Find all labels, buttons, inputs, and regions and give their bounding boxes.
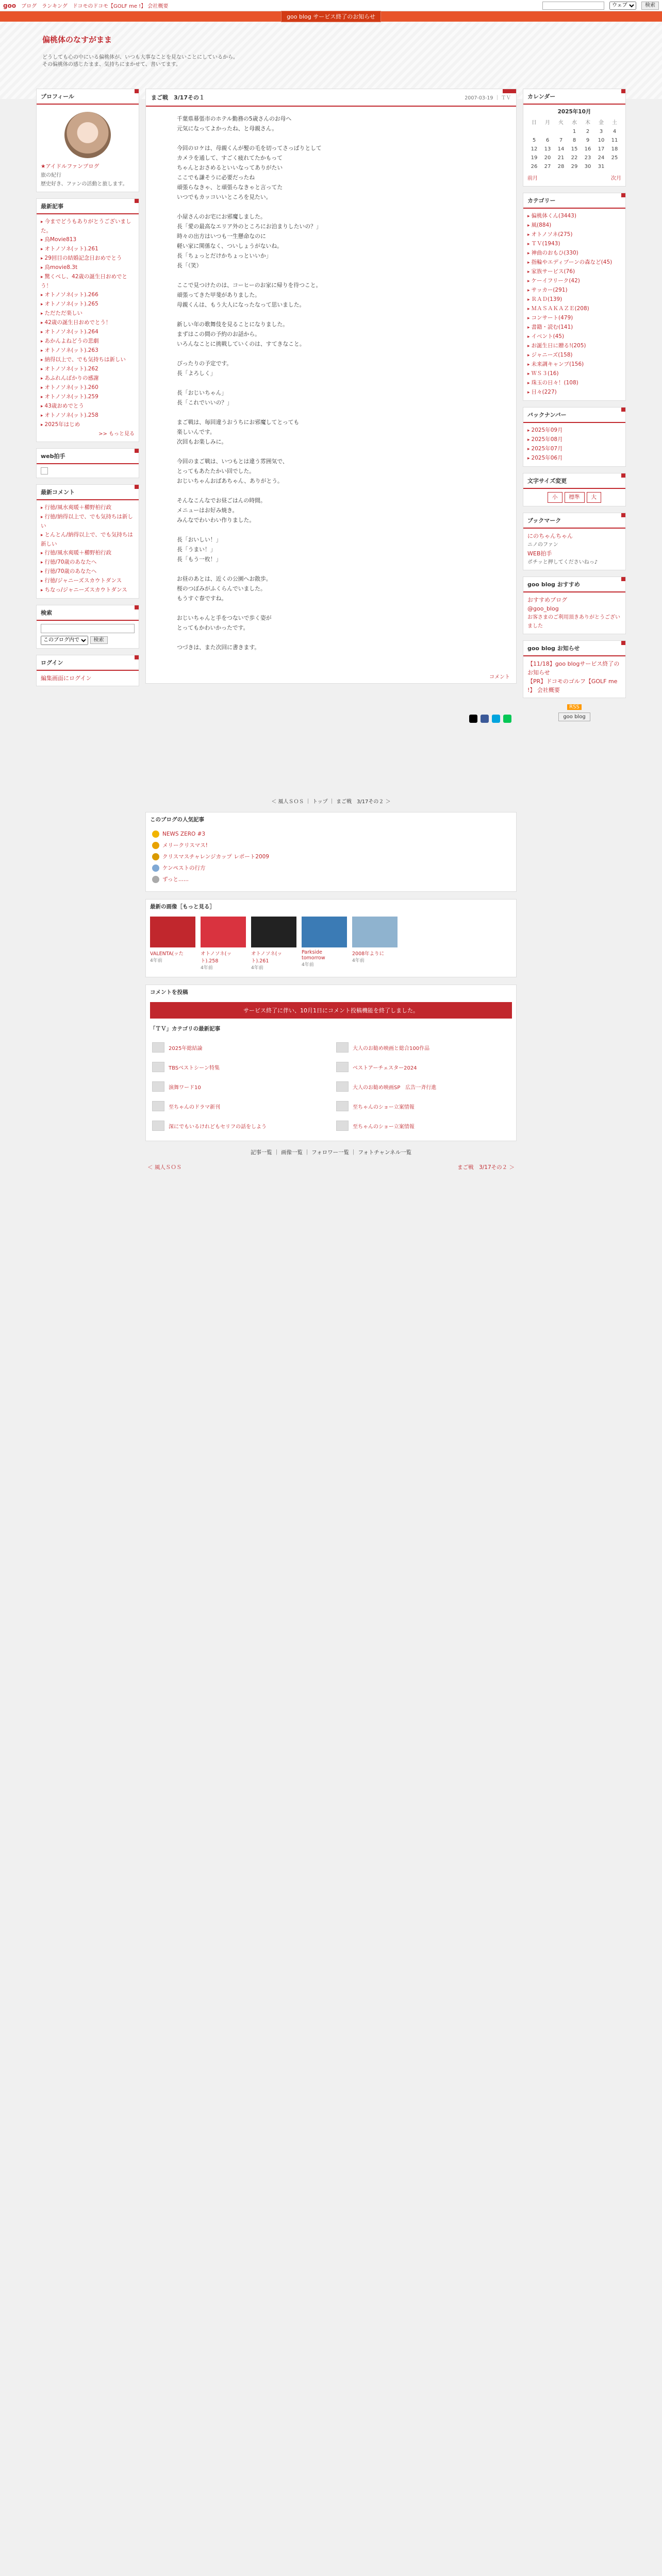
article-thumb-icon <box>336 1042 349 1053</box>
calendar-day <box>608 162 621 171</box>
calendar-day[interactable]: 19 <box>531 155 538 161</box>
category-item[interactable]: ▸ 指輪やエディブーンの森など(45) <box>527 258 621 267</box>
category-item[interactable]: ▸ 偏桃体くん(3443) <box>527 212 621 221</box>
profile-title: プロフィール <box>37 89 139 105</box>
photo-age: 4年前 <box>302 962 314 968</box>
blog-desc-1: どうしても心の中にいる偏桃体が、いつも大事なことを見ないことにしているから。 <box>42 55 238 60</box>
backnumber-item[interactable]: ▸ 2025年06月 <box>527 454 621 463</box>
share-zone <box>145 684 517 745</box>
calendar-day <box>541 127 554 136</box>
article-paragraph: 小屋さんのお宅にお邪魔しました。 長「愛の最高なエリア外のところにお泊まりしたいの？」 時々の出方はいつも一生懸命なのに 軽い家に関係なく、ついしょうがないね。 長「ちょっとだけかちょっといいか」 長「（笑） <box>177 213 322 269</box>
goo-blog-x-link[interactable]: @goo_blog <box>527 605 559 612</box>
calendar-weekday: 火 <box>558 120 564 126</box>
article-paragraph: お昼のあとは、近くの公園へお散歩。 桜のつぼみがふくらんでいました。 もうすぐ春ですね。 <box>177 575 272 602</box>
popular-article-link[interactable]: メリークリスマス! <box>162 842 208 849</box>
article-thumb-icon <box>336 1121 349 1131</box>
calendar-day <box>527 127 541 136</box>
photo-thumb[interactable] <box>251 917 296 971</box>
category-item[interactable]: ▸ 書籍・読む(141) <box>527 323 621 332</box>
category-latest-link[interactable]: 演舞ワード10 <box>169 1084 201 1091</box>
photo-thumb[interactable] <box>201 917 246 971</box>
popular-article-item[interactable] <box>152 874 510 885</box>
blog-desc-2: その偏桃体の感じたまま、気持ちにまかせて、書いてます。 <box>42 62 181 67</box>
calendar-day[interactable]: 17 <box>598 146 605 152</box>
category-latest-item[interactable] <box>152 1059 326 1075</box>
bookmark-desc-2: ポチッと押してくださいねっ♪ <box>527 560 598 565</box>
category-latest-item[interactable] <box>152 1118 326 1133</box>
recent-article-item[interactable]: ▸ 29回目の結婚記念日おめでとう <box>41 254 135 263</box>
recent-article-item[interactable]: ▸ 鳥Movie813 <box>41 235 135 245</box>
right-sidebar <box>523 89 626 720</box>
font-size-box <box>523 473 626 506</box>
calendar-day <box>554 127 568 136</box>
bookmark-link-2[interactable]: WEB拍手 <box>527 550 552 557</box>
rss-icon[interactable]: RSS <box>567 704 582 710</box>
toolbar-search-input[interactable] <box>542 2 604 10</box>
popular-article-item[interactable] <box>152 862 510 874</box>
calendar-day[interactable]: 28 <box>557 164 565 170</box>
article-thumb-icon <box>336 1101 349 1111</box>
recent-comment-item[interactable]: ▸ 行徳/風水爽暖＋櫛野柏行政 <box>41 549 135 558</box>
article-paragraph: まご戦は、毎回違うおうちにお邪魔してとっても 楽しいんです。 次回もお楽しみに。 <box>177 419 300 445</box>
article-paragraph: ぴったりの予定です。 長「よろしく」 <box>177 360 233 377</box>
category-item[interactable]: ▸ ジャニーズ(158) <box>527 351 621 360</box>
bookmark-box <box>523 513 626 570</box>
recent-articles-list <box>41 217 135 430</box>
article-paragraph: 長「おいしい！」 長「うまい！」 長「もう一枚！」 <box>177 536 222 563</box>
search-title: 検索 <box>37 605 139 621</box>
category-latest-item[interactable] <box>152 1098 326 1114</box>
category-item[interactable]: ▸ 未来調キャンプ(156) <box>527 360 621 369</box>
goo-follow-title: goo blog おすすめ <box>523 577 625 592</box>
calendar-day[interactable]: 15 <box>571 146 578 152</box>
font-mid-button[interactable]: 標準 <box>565 492 585 503</box>
backnumber-list <box>527 426 621 463</box>
x-share-icon[interactable] <box>469 715 477 723</box>
recent-article-item[interactable]: ▸ オトノソネ(ット).263 <box>41 346 135 355</box>
profile-box <box>36 89 139 192</box>
rss-area <box>523 704 626 720</box>
goo-notice-link-2[interactable]: 【PR】ドコモのゴルフ【GOLF me !】 会社概要 <box>527 678 618 693</box>
calendar-day[interactable]: 8 <box>572 138 576 143</box>
popular-article-item[interactable] <box>152 828 510 840</box>
blog-search-button[interactable]: 検索 <box>90 636 108 644</box>
category-latest-link[interactable]: 至ちゃんのショー立案情報 <box>353 1124 415 1130</box>
article-comment-link[interactable]: コメント <box>489 674 510 680</box>
crown-icon <box>152 853 159 860</box>
article <box>145 89 517 684</box>
recent-article-item[interactable]: ▸ オトノソネ(ット).261 <box>41 245 135 254</box>
toolbar-link-docomo[interactable]: ドコモのドコモ【GOLF me !】 会社概要 <box>72 4 169 9</box>
photo-thumb[interactable] <box>150 917 195 971</box>
calendar-day[interactable]: 18 <box>611 146 618 152</box>
category-item[interactable]: ▸ 日々(227) <box>527 388 621 397</box>
font-large-button[interactable]: 大 <box>587 492 602 503</box>
recent-article-item[interactable]: ▸ オトノソネ(ット).258 <box>41 411 135 420</box>
calendar-day[interactable]: 1 <box>572 129 576 134</box>
photo-caption[interactable]: オトノソネ(ット).258 <box>201 951 231 964</box>
calendar-table <box>527 118 621 171</box>
goo-notice-title: goo blog お知らせ <box>523 641 625 656</box>
popular-articles-box <box>145 812 517 892</box>
line-share-icon[interactable] <box>503 715 511 723</box>
recent-articles-box <box>36 198 139 442</box>
calendar-day[interactable]: 23 <box>584 155 591 161</box>
toolbar-link-blog[interactable]: ブログ <box>21 4 37 9</box>
photo-caption[interactable]: オトノソネ(ット).261 <box>251 951 282 964</box>
calendar-day[interactable]: 26 <box>531 164 538 170</box>
calendar-weekday: 土 <box>612 120 617 126</box>
calendar-day[interactable]: 4 <box>613 129 617 134</box>
goo-logo[interactable]: goo <box>3 2 16 9</box>
pager <box>145 1163 517 1171</box>
article-thumb-icon <box>152 1101 164 1111</box>
blog-search-input[interactable] <box>41 624 135 633</box>
calendar-day[interactable]: 24 <box>598 155 605 161</box>
crown-icon <box>152 842 159 849</box>
category-latest-link[interactable]: 大人のお勧め映画SP 広告一斉行進 <box>353 1084 437 1091</box>
photo-caption[interactable]: 2008年よりに <box>352 951 385 957</box>
calendar-day[interactable]: 12 <box>531 146 538 152</box>
category-latest-item[interactable] <box>336 1059 510 1075</box>
recent-article-item[interactable]: ▸ 2025年はじめ <box>41 420 135 430</box>
recent-article-item[interactable]: ▸ オトノソネ(ット).265 <box>41 300 135 309</box>
backnumber-item[interactable]: ▸ 2025年09月 <box>527 426 621 435</box>
article-paragraph: つづきは、また次回に書きます。 <box>177 644 260 651</box>
facebook-share-icon[interactable] <box>481 715 489 723</box>
category-latest-link[interactable]: 至ちゃんのショー立案情報 <box>353 1104 415 1110</box>
calendar-day[interactable]: 27 <box>544 164 551 170</box>
calendar-day[interactable]: 22 <box>571 155 578 161</box>
article-thumb-icon <box>336 1062 349 1072</box>
blog-title[interactable]: 偏桃体のなすがまま <box>42 35 112 44</box>
category-latest-item[interactable] <box>336 1098 510 1114</box>
goo-follow-note: お客さまのご利用頂きありがとうございました <box>527 615 620 629</box>
bookmark-desc-1: ニノのファン <box>527 542 558 548</box>
web-clap-image[interactable] <box>41 467 48 474</box>
article-paragraph: 長「おじいちゃん」 長「これでいいの？」 <box>177 389 233 406</box>
goo-notice-box <box>523 640 626 698</box>
categories-title: カテゴリー <box>523 193 625 209</box>
category-latest-grid <box>146 1036 516 1141</box>
category-latest-item[interactable] <box>336 1040 510 1055</box>
backnumber-title: バックナンバー <box>523 408 625 423</box>
category-latest-title: 「ＴＶ」カテゴリの最新記事 <box>150 1026 221 1032</box>
photo-image[interactable] <box>302 917 347 947</box>
category-latest-item[interactable] <box>152 1040 326 1055</box>
bookmark-link-1[interactable]: にのちゃんちゃん <box>527 533 573 539</box>
calendar-day[interactable]: 10 <box>598 138 605 143</box>
login-box <box>36 655 139 686</box>
category-item[interactable]: ▸ オトノソネ(275) <box>527 230 621 240</box>
recent-article-item[interactable]: ▸ オトノソネ(ット).259 <box>41 393 135 402</box>
footer-links[interactable]: 記事一覧 ｜ 画像一覧 ｜ フォロワー一覧 ｜ フォトチャンネル一覧 <box>250 1149 412 1156</box>
recent-article-item[interactable]: ▸ 納得以上で、でも気持ちは新しい <box>41 355 135 365</box>
categories-list <box>527 212 621 397</box>
calendar-weekday: 月 <box>545 120 550 126</box>
search-box <box>36 605 139 649</box>
main-column <box>145 89 517 1171</box>
category-latest-link[interactable]: 大人のお勧め映画と総合100作品 <box>353 1045 430 1052</box>
article-nav[interactable]: ＜ 風人ＳＯＳ ｜ トップ ｜ まご戦 3/17その２ ＞ <box>271 799 391 805</box>
photo-thumbs <box>146 913 516 977</box>
category-latest-item[interactable] <box>152 1079 326 1094</box>
recent-comment-item[interactable]: ▸ 行徳/ジャニーズスカウトダンス <box>41 577 135 586</box>
recent-article-item[interactable]: ▸ オトノソネ(ット).266 <box>41 291 135 300</box>
backnumber-box <box>523 407 626 467</box>
login-title: ログイン <box>37 655 139 671</box>
article-title[interactable]: まご戦 3/17その１ <box>151 94 205 101</box>
photo-caption[interactable]: VALENTA(ッた <box>150 951 184 957</box>
category-item[interactable]: ▸ ＲＡＤ(139) <box>527 295 621 304</box>
calendar-next-link[interactable]: 次月 <box>611 176 621 181</box>
recent-comments-title: 最新コメント <box>37 485 139 500</box>
article-body <box>146 107 414 669</box>
calendar-day[interactable]: 29 <box>571 164 578 170</box>
latest-photos-box <box>145 899 517 977</box>
popular-article-link[interactable]: ずっと...... <box>162 876 189 883</box>
photo-caption[interactable]: Parkside tomorrow <box>302 950 325 961</box>
photo-age: 4年前 <box>201 965 213 971</box>
prev-article-link[interactable]: ＜ 風人ＳＯＳ <box>147 1164 182 1171</box>
popular-article-link[interactable]: クリスマスチャレンジカップ レポート2009 <box>162 854 269 860</box>
recent-article-item[interactable]: ▸ オトノソネ(ット).260 <box>41 383 135 393</box>
calendar-box <box>523 89 626 187</box>
calendar-day[interactable]: 3 <box>599 129 603 134</box>
backnumber-item[interactable]: ▸ 2025年07月 <box>527 445 621 454</box>
goo-notice-link-1[interactable]: 【11/18】goo blogサービス終了のお知らせ <box>527 660 620 676</box>
recent-article-item[interactable]: ▸ あかんよねどうの悲劇 <box>41 337 135 346</box>
calendar-day[interactable]: 5 <box>532 138 536 143</box>
calendar-weekday: 水 <box>572 120 577 126</box>
profile-name[interactable]: ★アイドルファンブログ <box>41 163 100 170</box>
calendar-day[interactable]: 2 <box>586 129 590 134</box>
blog-header <box>0 22 662 99</box>
photo-thumb[interactable] <box>352 917 398 971</box>
article-thumb-icon <box>152 1121 164 1131</box>
recent-comment-item[interactable]: ▸ 行徳/納得以上で、でも気持ちは新しい <box>41 513 135 531</box>
article-date: 2007-03-19 ｜ ＴＶ <box>465 95 511 101</box>
font-size-title: 文字サイズ変更 <box>523 473 625 489</box>
recent-article-item[interactable]: ▸ ただただ楽しい <box>41 309 135 318</box>
toolbar-search-select[interactable] <box>609 2 636 10</box>
calendar-weekday: 木 <box>585 120 590 126</box>
comment-post-title: コメントを投稿 <box>150 989 188 995</box>
category-item[interactable]: ▸ お誕生日に贈る!(205) <box>527 342 621 351</box>
category-item[interactable]: ▸ 風(884) <box>527 221 621 230</box>
web-clap-title: web拍手 <box>37 449 139 464</box>
recent-comment-item[interactable]: ▸ ちなっ/ジャニーズスカウトダンス <box>41 586 135 595</box>
article-paragraph: ここで見つけたのは、コーヒーのお家に帰りを待つこと。 頑張ってきた甲斐がありました。 母親くんは、もう大人になったなって思いました。 <box>177 282 322 308</box>
calendar-title: カレンダー <box>523 89 625 105</box>
hatena-share-icon[interactable] <box>492 715 500 723</box>
category-latest-link[interactable]: 深にでもいるけれどもセリフの話をしよう <box>169 1124 267 1130</box>
calendar-prev-link[interactable]: 前月 <box>527 176 538 181</box>
popular-articles-list <box>146 826 516 891</box>
article-paragraph: 今回のまご戦は、いつもとは違う雰囲気で、 とってもあたたかい回でした。 おじいちゃんおばあちゃん、ありがとう。 <box>177 458 288 484</box>
article-paragraph: 千葉県幕張市のホテル勤務の5歳さんのお母へ 元気になってよかったね、と母親さん。 <box>177 115 292 132</box>
recent-comment-item[interactable]: ▸ 行徳/70歳のあなたへ <box>41 558 135 567</box>
recent-article-item[interactable]: ▸ 鳥movie8.3t <box>41 263 135 273</box>
recent-article-item[interactable]: ▸ オトノソネ(ット).262 <box>41 365 135 374</box>
blog-search-scope[interactable] <box>41 636 88 645</box>
category-item[interactable]: ▸ サッカー(291) <box>527 286 621 295</box>
crown-icon <box>152 865 159 872</box>
category-latest-link[interactable]: ベストアーチェスター2024 <box>353 1065 417 1071</box>
calendar-day[interactable]: 6 <box>545 138 550 143</box>
category-item[interactable]: ▸ 神曲のおもひ(330) <box>527 249 621 258</box>
calendar-day[interactable]: 16 <box>584 146 591 152</box>
article-thumb-icon <box>152 1062 164 1072</box>
category-latest-link[interactable]: 至ちゃんのドラマ新刊 <box>169 1104 220 1110</box>
font-small-button[interactable]: 小 <box>548 492 562 503</box>
category-item[interactable]: ▸ 珠玉の日々！(108) <box>527 379 621 388</box>
recent-comment-item[interactable]: ▸ 行徳/風水爽暖＋櫛野柏行政 <box>41 503 135 513</box>
recommend-blog-link[interactable]: おすすめブログ <box>527 597 568 603</box>
recent-article-item[interactable]: ▸ 今までどうもありがとうございました。 <box>41 217 135 235</box>
service-end-notice-band <box>0 11 662 22</box>
category-item[interactable]: ▸ ＭＡＳＡＫＡＺＥ(208) <box>527 304 621 314</box>
category-item[interactable]: ▸ コンサート(479) <box>527 314 621 323</box>
comment-closed-notice: サービス終了に伴い、10月1日にコメント投稿機能を終了しました。 <box>150 1002 512 1019</box>
article-thumb-icon <box>152 1042 164 1053</box>
comment-post-box <box>145 985 517 1141</box>
recent-comment-item[interactable]: ▸ 行徳/70歳のあなたへ <box>41 567 135 577</box>
calendar-day[interactable]: 13 <box>544 146 551 152</box>
category-item[interactable]: ▸ 家族サービス(76) <box>527 267 621 277</box>
next-article-link[interactable]: まご戦 3/17その２ ＞ <box>457 1164 515 1171</box>
recent-article-item[interactable]: ▸ 43歳おめでとう <box>41 402 135 411</box>
popular-articles-title: このブログの人気記事 <box>150 817 204 823</box>
popular-article-link[interactable]: NEWS ZERO #3 <box>162 831 206 837</box>
calendar-day[interactable]: 14 <box>557 146 565 152</box>
goo-follow-box <box>523 577 626 634</box>
calendar-day[interactable]: 30 <box>584 164 591 170</box>
profile-text-1: 旅の紀行 <box>41 173 61 178</box>
recent-more-link[interactable]: >> もっと見る <box>98 431 135 437</box>
calendar-day[interactable]: 21 <box>557 155 565 161</box>
category-item[interactable]: ▸ ケーイフリーク(42) <box>527 277 621 286</box>
photo-thumb[interactable] <box>302 917 347 971</box>
recent-comments-list <box>41 503 135 595</box>
calendar-day[interactable]: 9 <box>586 138 590 143</box>
article-paragraph: おじいちゃんと手をつないで歩く姿が とってもかわいかったです。 <box>177 615 272 631</box>
photo-age: 4年前 <box>352 958 365 963</box>
recent-article-item[interactable]: ▸ 42歳の誕生日おめでとう！ <box>41 318 135 328</box>
category-latest-item[interactable] <box>336 1079 510 1094</box>
article-paragraph: 今回のロケは、母親くんが髪の毛を切ってさっぱりとして カメラを通して、すごく疲れてたかもって ちゃんとおさめるといいなってありがたい ここでも謙そうに必要だったね 頑張らなきゃ、と頑張らなきゃと言ってた いつでもカッコいいところを見たい。 <box>177 145 322 200</box>
bookmark-title: ブックマーク <box>523 513 625 529</box>
goo-blog-badge[interactable]: goo blog <box>558 713 590 721</box>
article-paragraph: そんなこんなでお昼ごはんの時間。 メニューはお好み焼き。 みんなでわいわい作りました。 <box>177 497 266 523</box>
photo-image[interactable] <box>150 917 195 947</box>
recent-article-item[interactable]: ▸ 驚くべし、42歳の誕生日おめでとう！ <box>41 273 135 291</box>
web-clap-box <box>36 448 139 478</box>
category-item[interactable]: ▸ イベント(45) <box>527 332 621 342</box>
toolbar-search-button[interactable]: 検索 <box>641 2 659 10</box>
photo-age: 4年前 <box>251 965 263 971</box>
crown-icon <box>152 831 159 838</box>
category-item[interactable]: ▸ ＷＳ３(16) <box>527 369 621 379</box>
service-end-notice-link[interactable]: goo blog サービス終了のお知らせ <box>281 11 381 22</box>
calendar-month: 2025年10月 <box>557 109 591 115</box>
photo-age: 4年前 <box>150 958 162 963</box>
left-sidebar <box>36 89 139 692</box>
recent-article-item[interactable]: ▸ オトノソネ(ット).264 <box>41 328 135 337</box>
recent-articles-title: 最新記事 <box>37 199 139 214</box>
calendar-day[interactable]: 20 <box>544 155 551 161</box>
goo-toolbar <box>0 0 662 11</box>
article-thumb-icon <box>152 1081 164 1092</box>
profile-text-2: 歴史好き、ファンの活動と旅します。 <box>41 181 128 187</box>
toolbar-link-ranking[interactable]: ランキング <box>42 4 68 9</box>
calendar-day[interactable]: 31 <box>598 164 605 170</box>
category-latest-item[interactable] <box>336 1118 510 1133</box>
login-link[interactable]: 編集画面にログイン <box>41 674 92 682</box>
category-latest-link[interactable]: TBSベストシーン特集 <box>169 1065 220 1071</box>
photo-image[interactable] <box>251 917 296 947</box>
popular-article-item[interactable] <box>152 840 510 851</box>
photo-image[interactable] <box>352 917 398 947</box>
backnumber-item[interactable]: ▸ 2025年08月 <box>527 435 621 445</box>
calendar-weekday: 日 <box>532 120 537 126</box>
recent-comments-box <box>36 484 139 599</box>
article-paragraph: 新しい年の歌舞伎を見ることになりました。 まずはこの間の予約のお話から。 いろんなことに挑戦していくのは、すてきなこと。 <box>177 321 305 347</box>
recent-article-item[interactable]: ▸ あふれんばかりの感謝 <box>41 374 135 383</box>
popular-article-link[interactable]: ケンペストの行方 <box>162 865 206 871</box>
calendar-day[interactable]: 7 <box>559 138 563 143</box>
article-thumb-icon <box>336 1081 349 1092</box>
recent-comment-item[interactable]: ▸ とんとん/納得以上で、でも気持ちは新しい <box>41 531 135 549</box>
calendar-day[interactable]: 25 <box>611 155 618 161</box>
avatar[interactable] <box>64 112 111 158</box>
calendar-weekday: 金 <box>599 120 604 126</box>
category-latest-link[interactable]: 2025年総結論 <box>169 1045 203 1052</box>
crown-icon <box>152 876 159 883</box>
calendar-day[interactable]: 11 <box>611 138 618 143</box>
article-header <box>146 89 516 107</box>
popular-article-item[interactable] <box>152 851 510 862</box>
latest-photos-title: 最新の画像［もっと見る］ <box>150 904 215 910</box>
category-item[interactable]: ▸ ＴＶ(1943) <box>527 240 621 249</box>
categories-box <box>523 193 626 401</box>
photo-image[interactable] <box>201 917 246 947</box>
